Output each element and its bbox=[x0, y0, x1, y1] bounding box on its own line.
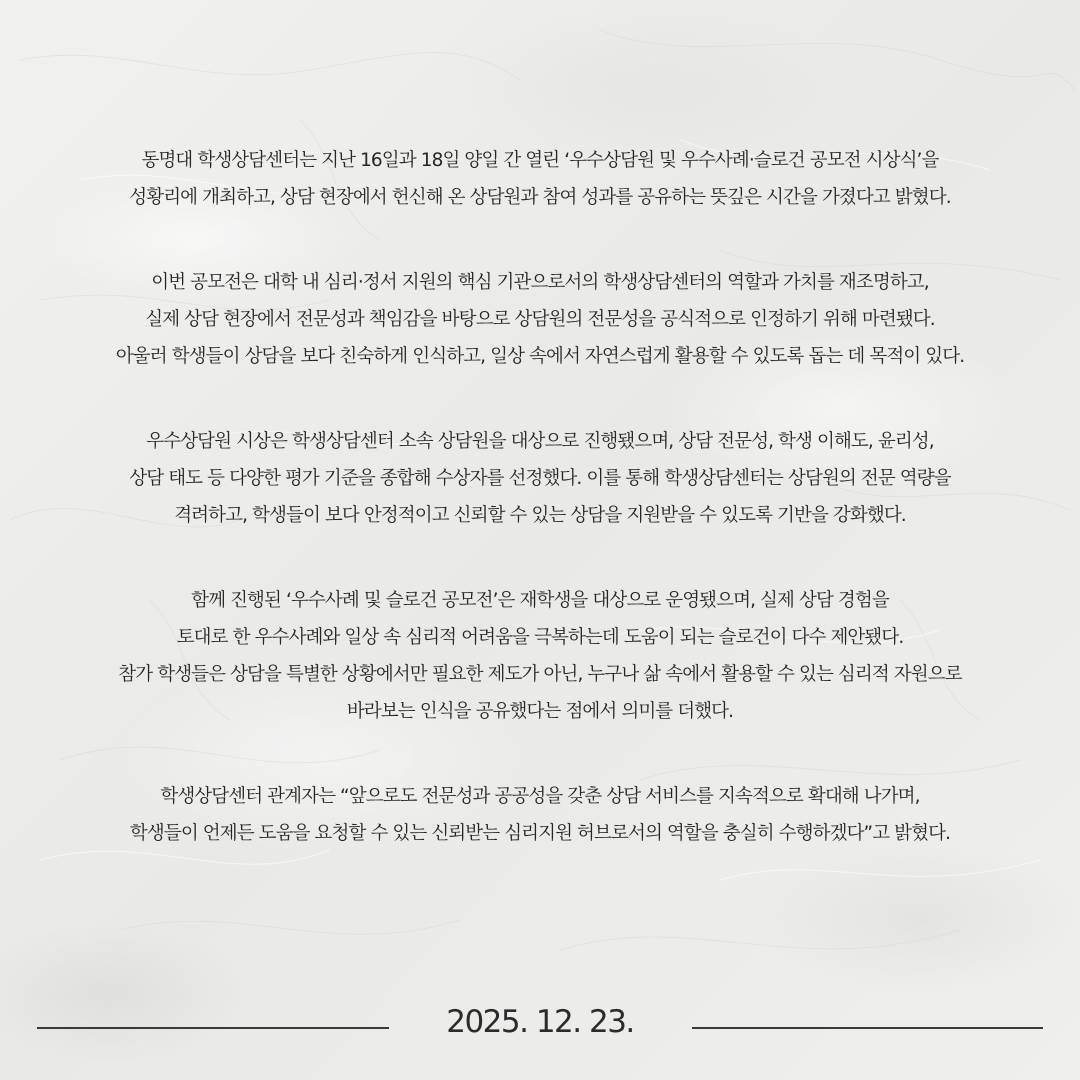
paragraph-line: 상담 태도 등 다양한 평가 기준을 종합해 수상자를 선정했다. 이를 통해 학생상담센터는 상담원의 전문 역량을 bbox=[129, 468, 951, 489]
paragraph-3 bbox=[0, 423, 1080, 534]
paragraph-4 bbox=[0, 582, 1080, 730]
paragraph-line: 아울러 학생들이 상담을 보다 친숙하게 인식하고, 일상 속에서 자연스럽게 활용할 수 있도록 돕는 데 목적이 있다. bbox=[115, 346, 965, 367]
paragraph-line: 학생상담센터 관계자는 “앞으로도 전문성과 공공성을 갖춘 상담 서비스를 지속적으로 확대해 나가며, bbox=[160, 786, 920, 807]
paragraph-line: 우수상담원 시상은 학생상담센터 소속 상담원을 대상으로 진행됐으며, 상담 전문성, 학생 이해도, 윤리성, bbox=[146, 431, 934, 452]
paragraph-line: 동명대 학생상담센터는 지난 16일과 18일 양일 간 열린 ‘우수상담원 및 우수사례·슬로건 공모전 시상식’을 bbox=[141, 150, 939, 171]
paragraph-line: 토대로 한 우수사례와 일상 속 심리적 어려움을 극복하는데 도움이 되는 슬로건이 다수 제안됐다. bbox=[176, 627, 904, 648]
paragraph-line: 참가 학생들은 상담을 특별한 상황에서만 필요한 제도가 아닌, 누구나 삶 속에서 활용할 수 있는 심리적 자원으로 bbox=[118, 664, 962, 685]
publish-date: 2025. 12. 23. bbox=[446, 1004, 634, 1040]
article-body bbox=[0, 142, 1080, 900]
paragraph-line: 이번 공모전은 대학 내 심리·정서 지원의 핵심 기관으로서의 학생상담센터의 역할과 가치를 재조명하고, bbox=[151, 272, 929, 293]
divider-right bbox=[692, 1027, 1043, 1029]
paragraph-line: 성황리에 개최하고, 상담 현장에서 헌신해 온 상담원과 참여 성과를 공유하는 뜻깊은 시간을 가졌다고 밝혔다. bbox=[129, 187, 951, 208]
paragraph-line: 격려하고, 학생들이 보다 안정적이고 신뢰할 수 있는 상담을 지원받을 수 있도록 기반을 강화했다. bbox=[174, 505, 906, 526]
paragraph-line: 바라보는 인식을 공유했다는 점에서 의미를 더했다. bbox=[346, 701, 734, 722]
paragraph-1 bbox=[0, 142, 1080, 216]
paragraph-5 bbox=[0, 778, 1080, 852]
paragraph-line: 함께 진행된 ‘우수사례 및 슬로건 공모전’은 재학생을 대상으로 운영됐으며, 실제 상담 경험을 bbox=[191, 590, 889, 611]
paragraph-2 bbox=[0, 264, 1080, 375]
divider-left bbox=[37, 1027, 389, 1029]
paragraph-line: 학생들이 언제든 도움을 요청할 수 있는 신뢰받는 심리지원 허브로서의 역할을 충실히 수행하겠다”고 밝혔다. bbox=[129, 823, 951, 844]
paragraph-line: 실제 상담 현장에서 전문성과 책임감을 바탕으로 상담원의 전문성을 공식적으로 인정하기 위해 마련됐다. bbox=[145, 309, 935, 330]
footer bbox=[0, 1000, 1080, 1056]
